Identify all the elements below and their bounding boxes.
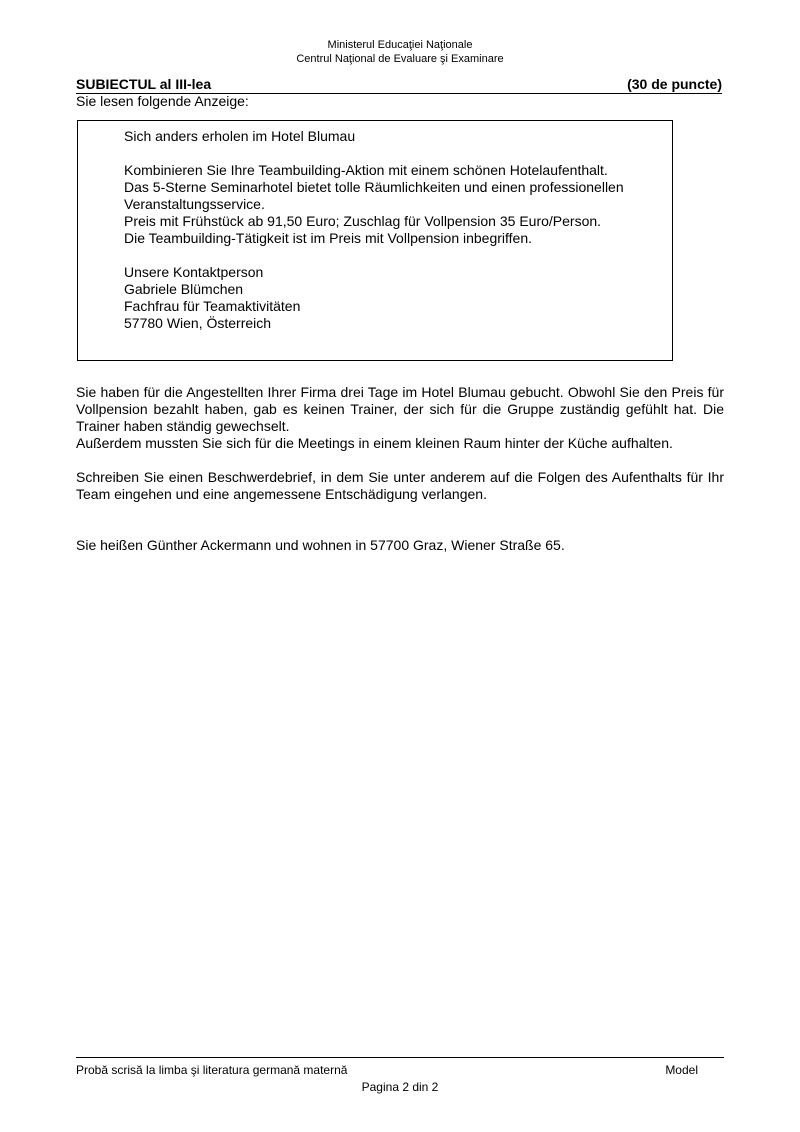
page-footer <box>76 1063 698 1078</box>
footer-exam-name: Probă scrisă la limba şi literatura germană maternă <box>76 1063 348 1077</box>
subject-heading <box>76 76 722 94</box>
subject-points: (30 de puncte) <box>627 76 722 92</box>
ad-contact-line: Fachfrau für Teamaktivitäten <box>124 298 301 314</box>
ad-body-line: Das 5-Sterne Seminarhotel bietet tolle Räumlichkeiten und einen professionellen <box>124 179 624 195</box>
ad-contact-line: Gabriele Blümchen <box>124 281 244 297</box>
subject-title: SUBIECTUL al III-lea <box>76 76 212 92</box>
footer-model-label: Model <box>665 1063 698 1077</box>
ad-body-line: Die Teambuilding-Tätigkeit ist im Preis mit Vollpension inbegriffen. <box>124 230 533 246</box>
advertisement-box <box>77 120 673 361</box>
center-name: Centrul Naţional de Evaluare şi Examinare <box>296 53 504 65</box>
page-header <box>0 38 800 66</box>
ad-title: Sich anders erholen im Hotel Blumau <box>124 128 356 144</box>
task-situation-2: Außerdem mussten Sie sich für die Meetings in einem kleinen Raum hinter der Küche aufhalten. <box>76 435 673 451</box>
ad-contact-line: 57780 Wien, Österreich <box>124 315 272 331</box>
task-identity: Sie heißen Günther Ackermann und wohnen in 57700 Graz, Wiener Straße 65. <box>76 537 565 553</box>
ad-body-line: Kombinieren Sie Ihre Teambuilding-Aktion mit einem schönen Hotelaufenthalt. <box>124 162 608 178</box>
page-number: Pagina 2 din 2 <box>361 1080 439 1094</box>
ministry-name: Ministerul Educaţiei Naţionale <box>327 39 473 51</box>
footer-divider <box>76 1057 724 1058</box>
task-section <box>76 384 724 554</box>
ad-contact-line: Unsere Kontaktperson <box>124 264 264 280</box>
ad-body-line: Preis mit Frühstück ab 91,50 Euro; Zuschlag für Vollpension 35 Euro/Person. <box>124 213 602 229</box>
instruction-text: Sie lesen folgende Anzeige: <box>76 93 249 109</box>
task-situation: Sie haben für die Angestellten Ihrer Firma drei Tage im Hotel Blumau gebucht. Obwohl Sie den Preis für Vollpension bezahlt haben, gab es keinen Trainer, der sich für die Gruppe zuständig gefühlt hat. Die Trainer haben ständig gewechselt. <box>76 384 724 434</box>
ad-body-line: Veranstaltungsservice. <box>124 196 265 212</box>
task-assignment: Schreiben Sie einen Beschwerdebrief, in dem Sie unter anderem auf die Folgen des Aufenthalts für Ihr Team eingehen und eine angemessene Entschädigung verlangen. <box>76 469 724 502</box>
